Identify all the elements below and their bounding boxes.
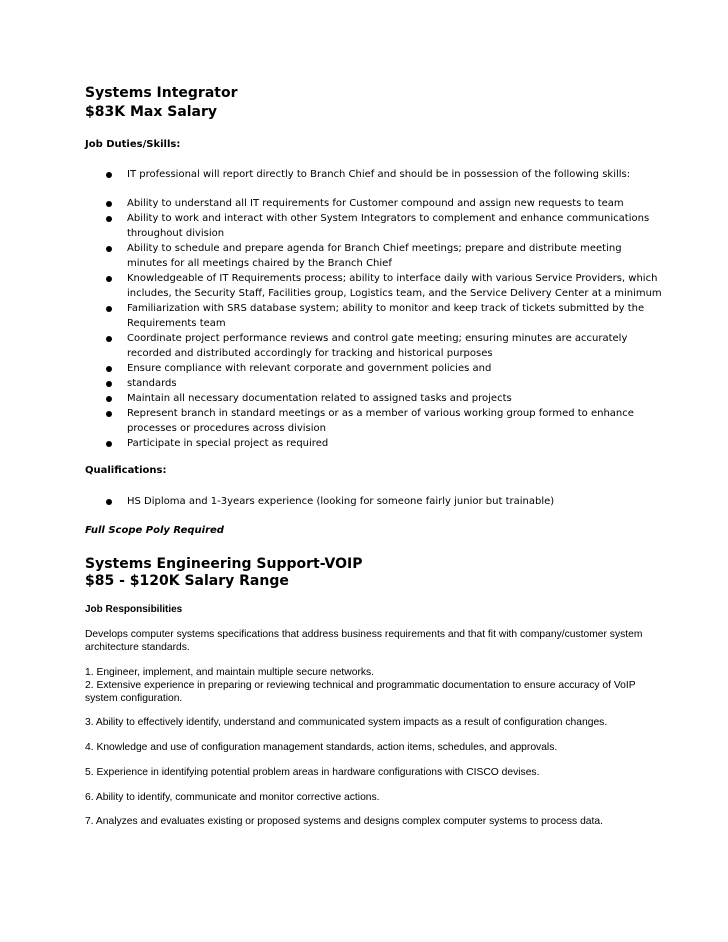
bullet-icon — [106, 336, 112, 342]
duty-line: minutes for all meetings chaired by the Branch Chief — [127, 258, 392, 269]
job1-duties-heading: Job Duties/Skills: — [85, 139, 181, 150]
bullet-icon — [106, 216, 112, 222]
job1-intro-bullet: IT professional will report directly to Branch Chief and should be in possession of the following skills: — [127, 169, 631, 180]
job1-qualifications-heading: Qualifications: — [85, 465, 167, 476]
bullet-icon — [106, 499, 112, 505]
duty-line: Ability to understand all IT requirements for Customer compound and assign new requests to team — [127, 198, 624, 209]
job2-item-4: 4. Knowledge and use of configuration management standards, action items, schedules, and approvals. — [85, 742, 558, 753]
job2-item-3: 3. Ability to effectively identify, understand and communicated system impacts as a result of configuration changes. — [85, 717, 608, 728]
job2-item-2-line: system configuration. — [85, 693, 183, 704]
duty-line: includes, the Security Staff, Facilities group, Logistics team, and the Service Delivery Center at a minimum — [127, 288, 662, 299]
job2-summary-line: architecture standards. — [85, 642, 190, 653]
duty-line: Ability to work and interact with other System Integrators to complement and enhance communications — [127, 213, 650, 224]
job2-salary: $85 - $120K Salary Range — [85, 573, 289, 589]
job2-item-5: 5. Experience in identifying potential problem areas in hardware configurations with CISCO devises. — [85, 767, 540, 778]
duty-line: recorded and distributed accordingly for tracking and historical purposes — [127, 348, 493, 359]
duty-line: Ensure compliance with relevant corporate and government policies and — [127, 363, 492, 374]
bullet-icon — [106, 201, 112, 207]
bullet-icon — [106, 411, 112, 417]
duty-line: Requirements team — [127, 318, 226, 329]
job1-salary: $83K Max Salary — [85, 104, 218, 120]
job1-title: Systems Integrator — [85, 85, 238, 101]
job2-responsibilities-heading: Job Responsibilities — [85, 604, 183, 615]
job2-item-6: 6. Ability to identify, communicate and monitor corrective actions. — [85, 792, 380, 803]
job1-qualification: HS Diploma and 1-3years experience (looking for someone fairly junior but trainable) — [127, 496, 555, 507]
duty-line: throughout division — [127, 228, 225, 239]
duty-line: Ability to schedule and prepare agenda for Branch Chief meetings; prepare and distribute meeting — [127, 243, 622, 254]
job2-item-2-line: 2. Extensive experience in preparing or reviewing technical and programmatic documentation to ensure accuracy of VoIP — [85, 680, 636, 691]
duty-line: Represent branch in standard meetings or as a member of various working group formed to enhance — [127, 408, 634, 419]
job2-item-1: 1. Engineer, implement, and maintain multiple secure networks. — [85, 667, 375, 678]
bullet-icon — [106, 246, 112, 252]
job2-item-7: 7. Analyzes and evaluates existing or proposed systems and designs complex computer systems to process data. — [85, 816, 603, 827]
bullet-icon — [106, 276, 112, 282]
job2-summary-line: Develops computer systems specifications that address business requirements and that fit with company/customer system — [85, 629, 643, 640]
bullet-icon — [106, 172, 112, 178]
bullet-icon — [106, 396, 112, 402]
duty-line: Participate in special project as required — [127, 438, 329, 449]
duty-line: Maintain all necessary documentation related to assigned tasks and projects — [127, 393, 512, 404]
duty-line: Familiarization with SRS database system; ability to monitor and keep track of tickets submitted by the — [127, 303, 645, 314]
duty-line: Coordinate project performance reviews and control gate meeting; ensuring minutes are accurately — [127, 333, 628, 344]
job2-title: Systems Engineering Support-VOIP — [85, 556, 363, 572]
bullet-icon — [106, 381, 112, 387]
bullet-icon — [106, 366, 112, 372]
duty-line: standards — [127, 378, 177, 389]
bullet-icon — [106, 441, 112, 447]
bullet-icon — [106, 306, 112, 312]
duty-line: Knowledgeable of IT Requirements process; ability to interface daily with various Service Providers, which — [127, 273, 658, 284]
duty-line: processes or procedures across division — [127, 423, 327, 434]
job1-poly-note: Full Scope Poly Required — [85, 525, 224, 536]
